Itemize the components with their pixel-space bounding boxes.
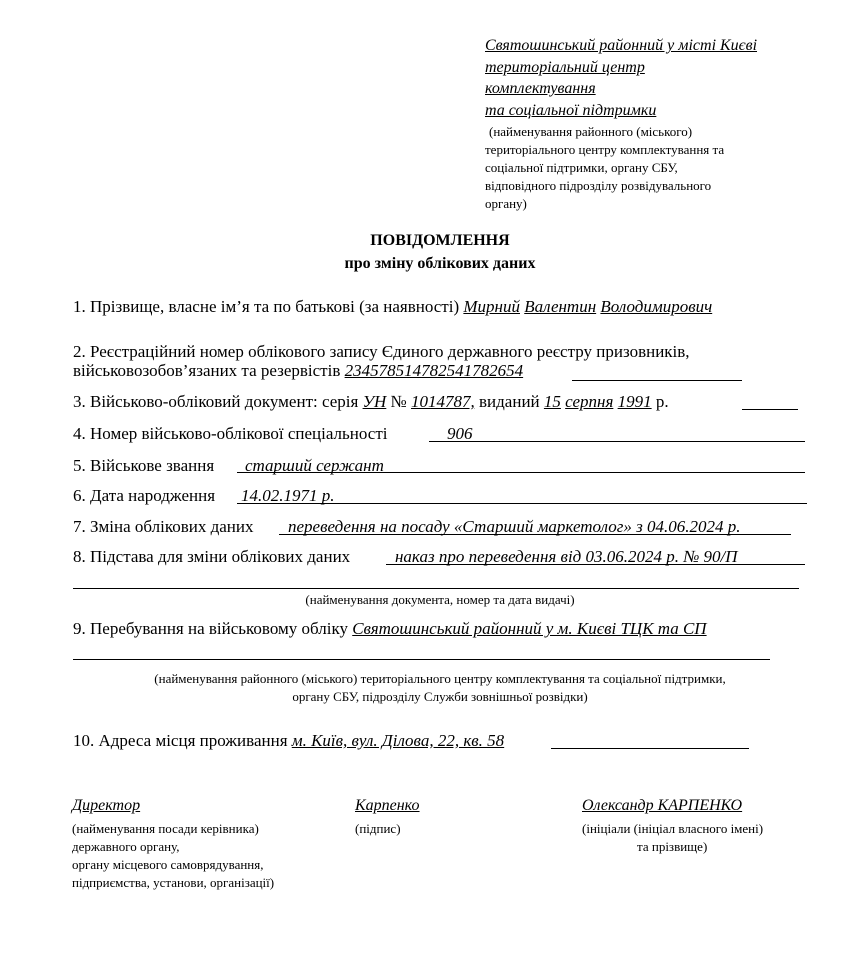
item-2-reg-number [73,360,523,382]
item-9-registration [73,618,707,640]
registration-caption: (найменування районного (міського) територіального центру комплектування та соціальної підтримки, [154,671,726,686]
blank-line [429,441,805,442]
birth-date-value: 14.02.1971 р. [241,486,335,505]
specialty-number-value: 906 [447,424,473,443]
item-10-label: 10. Адреса місця проживання [73,731,288,750]
signature-caption: (підпис) [355,821,401,836]
name-value: Валентин [524,297,597,316]
position-caption: органу місцевого самоврядування, [72,857,264,872]
blank-line [572,380,742,381]
basis-value: наказ про переведення від 03.06.2024 р. № 90/П [395,547,738,566]
item-8-label: 8. Підстава для зміни облікових даних [73,547,351,566]
surname-value: Мирний [463,297,520,316]
item-7-label: 7. Зміна облікових даних [73,517,254,536]
item-10-address [73,730,504,752]
addressee-line: та соціальної підтримки [485,102,657,119]
issue-month-value: серпня [565,392,614,411]
addressee-line: комплектування [485,80,596,97]
item-3-document [73,391,669,413]
patronymic-value: Володимирович [600,297,713,316]
item-6-label: 6. Дата народження [73,486,216,505]
data-change-value: переведення на посаду «Старший маркетолог» з 04.06.2024 р. [288,517,741,536]
issue-year-value: 1991 [617,392,652,411]
addressee-caption: відповідного підрозділу розвідувального [485,178,712,193]
item-9-label: 9. Перебування на військовому обліку [73,619,348,638]
fullname-caption: та прізвище) [637,839,708,854]
signer-position: Директор [72,797,141,814]
item-5-label: 5. Військове звання [73,456,215,475]
blank-line [551,748,749,749]
position-caption: державного органу, [72,839,180,854]
addressee-caption: (найменування районного (міського) [489,124,693,139]
item-2-label-line1: 2. Реєстраційний номер облікового запису Єдиного державного реєстру призовників, [73,342,690,361]
doc-series-value: УН [362,392,387,411]
registration-caption: органу СБУ, підрозділу Служби зовнішньої розвідки) [292,689,588,704]
document-subtitle: про зміну облікових даних [344,255,536,272]
rank-value: старший сержант [245,456,384,475]
fullname-caption: (ініціали (ініціал власного імені) [582,821,764,836]
signature-value: Карпенко [355,797,420,814]
blank-line [73,659,770,660]
doc-issued-label: виданий [479,392,540,411]
item-3-label: 3. Військово-обліковий документ: серія [73,392,359,411]
addressee-line: територіальний центр [485,59,645,76]
addressee-caption: територіального центру комплектування та [485,142,725,157]
address-value: м. Київ, вул. Ділова, 22, кв. 58 [291,731,505,750]
item-1-label: 1. Прізвище, власне ім’я та по батькові (за наявності) [73,297,460,316]
doc-number-value: 1014787, [411,392,475,411]
item-2-label: військовозобов’язаних та резервістів [73,361,341,380]
position-caption: (найменування посади керівника) [72,821,259,836]
addressee-caption: соціальної підтримки, органу СБУ, [485,160,678,175]
blank-line [73,588,799,589]
document-title: ПОВІДОМЛЕННЯ [370,232,510,249]
reg-number-value: 23457851478254178265​4 [344,361,524,380]
issue-day-value: 15 [543,392,561,411]
signer-fullname: Олександр КАРПЕНКО [582,797,743,814]
doc-number-label: № [390,392,407,411]
position-caption: підприємства, установи, організації) [72,875,275,890]
basis-caption: (найменування документа, номер та дата видачі) [305,592,575,607]
item-4-label: 4. Номер військово-облікової спеціальності [73,424,388,443]
addressee-caption: органу) [485,196,527,211]
addressee-line: Святошинський районний у місті Києві [485,37,758,54]
blank-line [742,409,798,410]
year-suffix: р. [655,392,669,411]
item-1-fullname [73,296,712,318]
registration-value: Святошинський районний у м. Києві ТЦК та СП [352,619,707,638]
